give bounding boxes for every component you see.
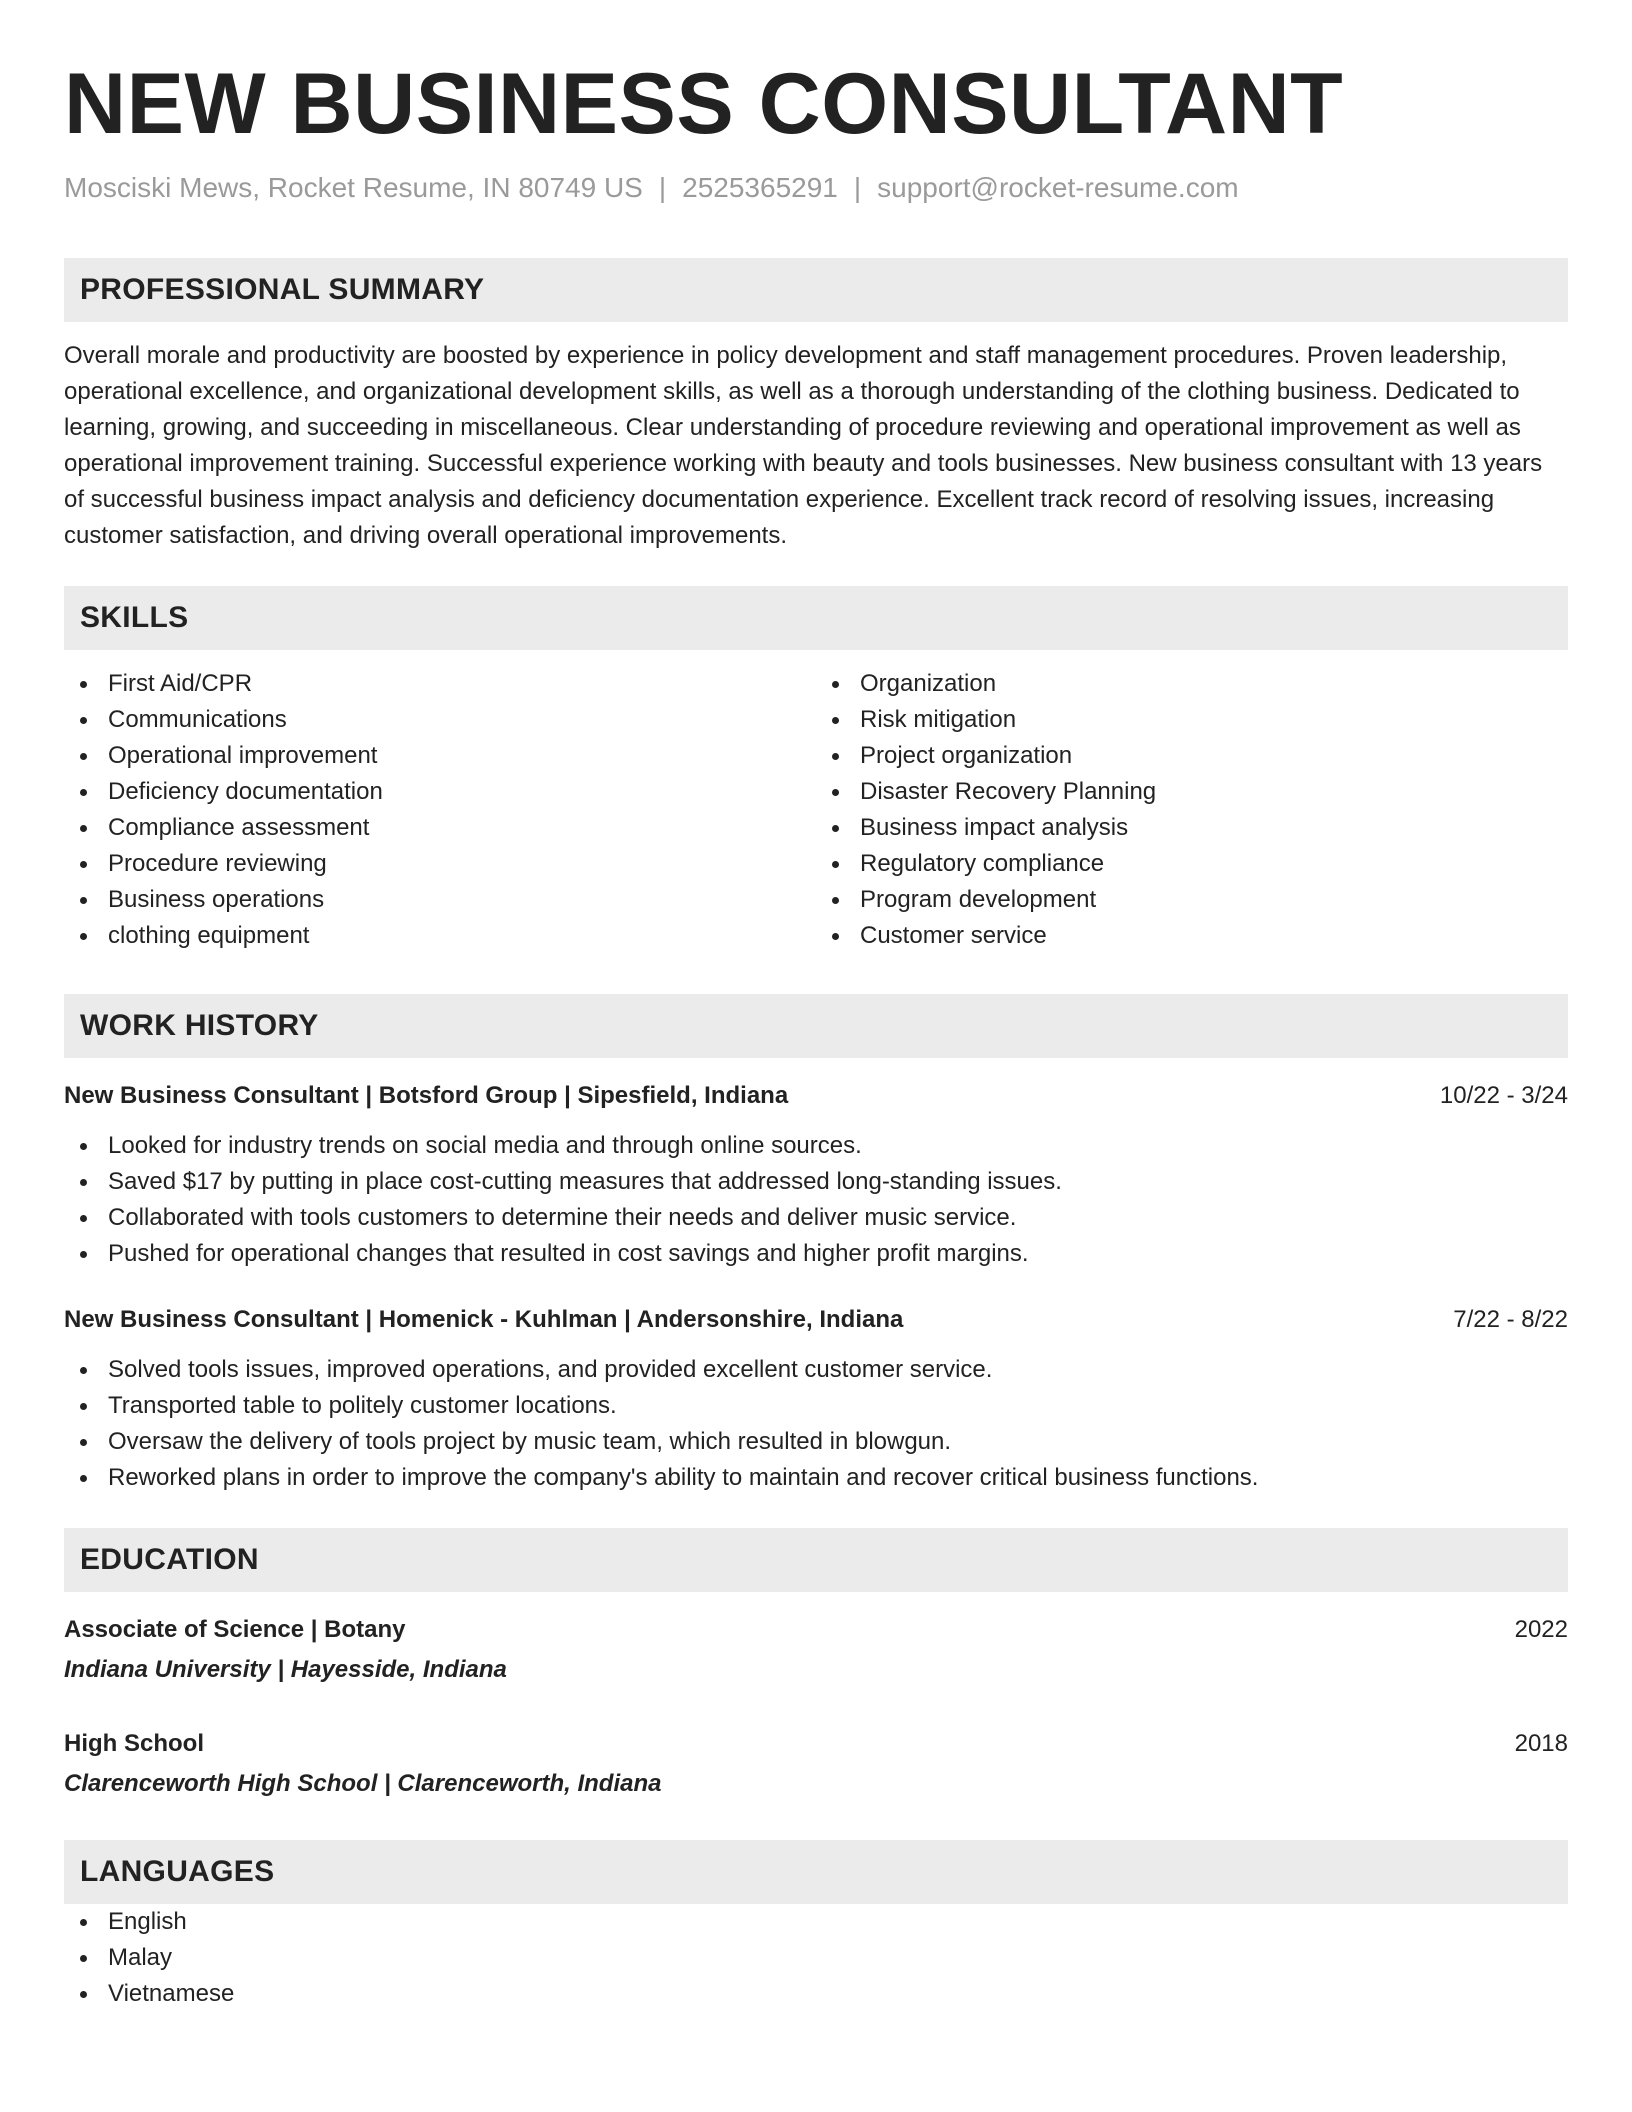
job-bullets xyxy=(64,1352,1568,1496)
job-bullet: Pushed for operational changes that resulted in cost savings and higher profit margins. xyxy=(64,1236,1568,1272)
bullet-icon xyxy=(832,681,839,688)
bullet-icon xyxy=(80,1403,87,1410)
education-entry xyxy=(64,1724,1568,1804)
skill-item: Compliance assessment xyxy=(64,810,816,846)
job-bullet: Saved $17 by putting in place cost-cutting measures that addressed long-standing issues. xyxy=(64,1164,1568,1200)
contact-line xyxy=(64,170,1568,206)
bullet-icon xyxy=(832,897,839,904)
job-bullet: Collaborated with tools customers to determine their needs and deliver music service. xyxy=(64,1200,1568,1236)
education-year: 2018 xyxy=(1514,1730,1568,1757)
bullet-icon xyxy=(80,1439,87,1446)
section-header-languages: LANGUAGES xyxy=(64,1840,1568,1904)
skill-item: Project organization xyxy=(816,738,1568,774)
skill-item: Risk mitigation xyxy=(816,702,1568,738)
job-title: New Business Consultant | Botsford Group | Sipesfield, Indiana xyxy=(64,1082,789,1109)
bullet-icon xyxy=(80,1475,87,1482)
education-school: Indiana University | Hayesside, Indiana xyxy=(64,1656,507,1683)
bullet-icon xyxy=(80,933,87,940)
summary-text: Overall morale and productivity are boosted by experience in policy development and staff management procedures. Proven leadership, operational excellence, and organizational development skills, as well as a thorough understanding of the clothing business. Dedicated to learning, growing, and succeeding in miscellaneous. Clear understanding of procedure reviewing and operational improvement as well as operational improvement training. Successful experience working with beauty and tools businesses. New business consultant with 13 years of successful business impact analysis and deficiency documentation experience. Excellent track record of resolving issues, increasing customer satisfaction, and driving overall operational improvements. xyxy=(64,342,1543,549)
bullet-icon xyxy=(80,897,87,904)
bullet-icon xyxy=(80,861,87,868)
education-entry xyxy=(64,1610,1568,1690)
bullet-icon xyxy=(80,717,87,724)
skill-item: Regulatory compliance xyxy=(816,846,1568,882)
bullet-icon xyxy=(80,1367,87,1374)
bullet-icon xyxy=(80,1143,87,1150)
skill-item: Communications xyxy=(64,702,816,738)
section-header-skills: SKILLS xyxy=(64,586,1568,650)
skill-item: Operational improvement xyxy=(64,738,816,774)
bullet-icon xyxy=(80,1179,87,1186)
skills-grid xyxy=(64,666,1568,954)
job-bullet: Solved tools issues, improved operations, and provided excellent customer service. xyxy=(64,1352,1568,1388)
education-degree: Associate of Science | Botany xyxy=(64,1616,406,1643)
job-heading-line xyxy=(64,1302,1568,1338)
contact-email: support@rocket-resume.com xyxy=(877,172,1239,203)
bullet-icon xyxy=(80,825,87,832)
bullet-icon xyxy=(832,789,839,796)
bullet-icon xyxy=(80,1919,87,1926)
language-item: Malay xyxy=(64,1940,1568,1976)
contact-address: Mosciski Mews, Rocket Resume, IN 80749 US xyxy=(64,172,643,203)
skill-item: Customer service xyxy=(816,918,1568,954)
bullet-icon xyxy=(832,933,839,940)
job-date: 10/22 - 3/24 xyxy=(1439,1082,1568,1109)
skill-item: Deficiency documentation xyxy=(64,774,816,810)
job-bullet: Reworked plans in order to improve the company's ability to maintain and recover critical business functions. xyxy=(64,1460,1568,1496)
language-item: Vietnamese xyxy=(64,1976,1568,2012)
skill-item: Business operations xyxy=(64,882,816,918)
bullet-icon xyxy=(832,717,839,724)
education-school: Clarenceworth High School | Clarenceworth, Indiana xyxy=(64,1770,662,1797)
languages-list xyxy=(64,1904,1568,2012)
language-item: English xyxy=(64,1904,1568,1940)
job-title: New Business Consultant | Homenick - Kuhlman | Andersonshire, Indiana xyxy=(64,1306,904,1333)
skills-column-right xyxy=(816,666,1568,954)
skills-column-left xyxy=(64,666,816,954)
education-heading-line xyxy=(64,1724,1568,1764)
contact-phone: 2525365291 xyxy=(682,172,838,203)
skill-item: Procedure reviewing xyxy=(64,846,816,882)
bullet-icon xyxy=(80,1991,87,1998)
job-date: 7/22 - 8/22 xyxy=(1453,1306,1568,1333)
bullet-icon xyxy=(832,825,839,832)
skills-list-left xyxy=(64,666,816,954)
job-heading-line xyxy=(64,1078,1568,1114)
skill-item: First Aid/CPR xyxy=(64,666,816,702)
job-bullet: Oversaw the delivery of tools project by music team, which resulted in blowgun. xyxy=(64,1424,1568,1460)
bullet-icon xyxy=(80,789,87,796)
section-header-education: EDUCATION xyxy=(64,1528,1568,1592)
skill-item: Disaster Recovery Planning xyxy=(816,774,1568,810)
education-degree: High School xyxy=(64,1730,204,1757)
skill-item: Program development xyxy=(816,882,1568,918)
job-entry xyxy=(64,1078,1568,1272)
skill-item: Organization xyxy=(816,666,1568,702)
education-year: 2022 xyxy=(1514,1616,1568,1643)
job-bullet: Transported table to politely customer locations. xyxy=(64,1388,1568,1424)
candidate-name: NEW BUSINESS CONSULTANT xyxy=(64,56,1344,152)
bullet-icon xyxy=(80,1251,87,1258)
contact-separator: | xyxy=(853,172,862,203)
bullet-icon xyxy=(80,1215,87,1222)
job-entry xyxy=(64,1302,1568,1496)
contact-separator: | xyxy=(658,172,667,203)
bullet-icon xyxy=(80,681,87,688)
bullet-icon xyxy=(80,1955,87,1962)
job-bullet: Looked for industry trends on social media and through online sources. xyxy=(64,1128,1568,1164)
section-header-summary: PROFESSIONAL SUMMARY xyxy=(64,258,1568,322)
skill-item: Business impact analysis xyxy=(816,810,1568,846)
education-heading-line xyxy=(64,1610,1568,1650)
skill-item: clothing equipment xyxy=(64,918,816,954)
bullet-icon xyxy=(80,753,87,760)
bullet-icon xyxy=(832,861,839,868)
job-bullets xyxy=(64,1128,1568,1272)
bullet-icon xyxy=(832,753,839,760)
skills-list-right xyxy=(816,666,1568,954)
section-header-work-history: WORK HISTORY xyxy=(64,994,1568,1058)
